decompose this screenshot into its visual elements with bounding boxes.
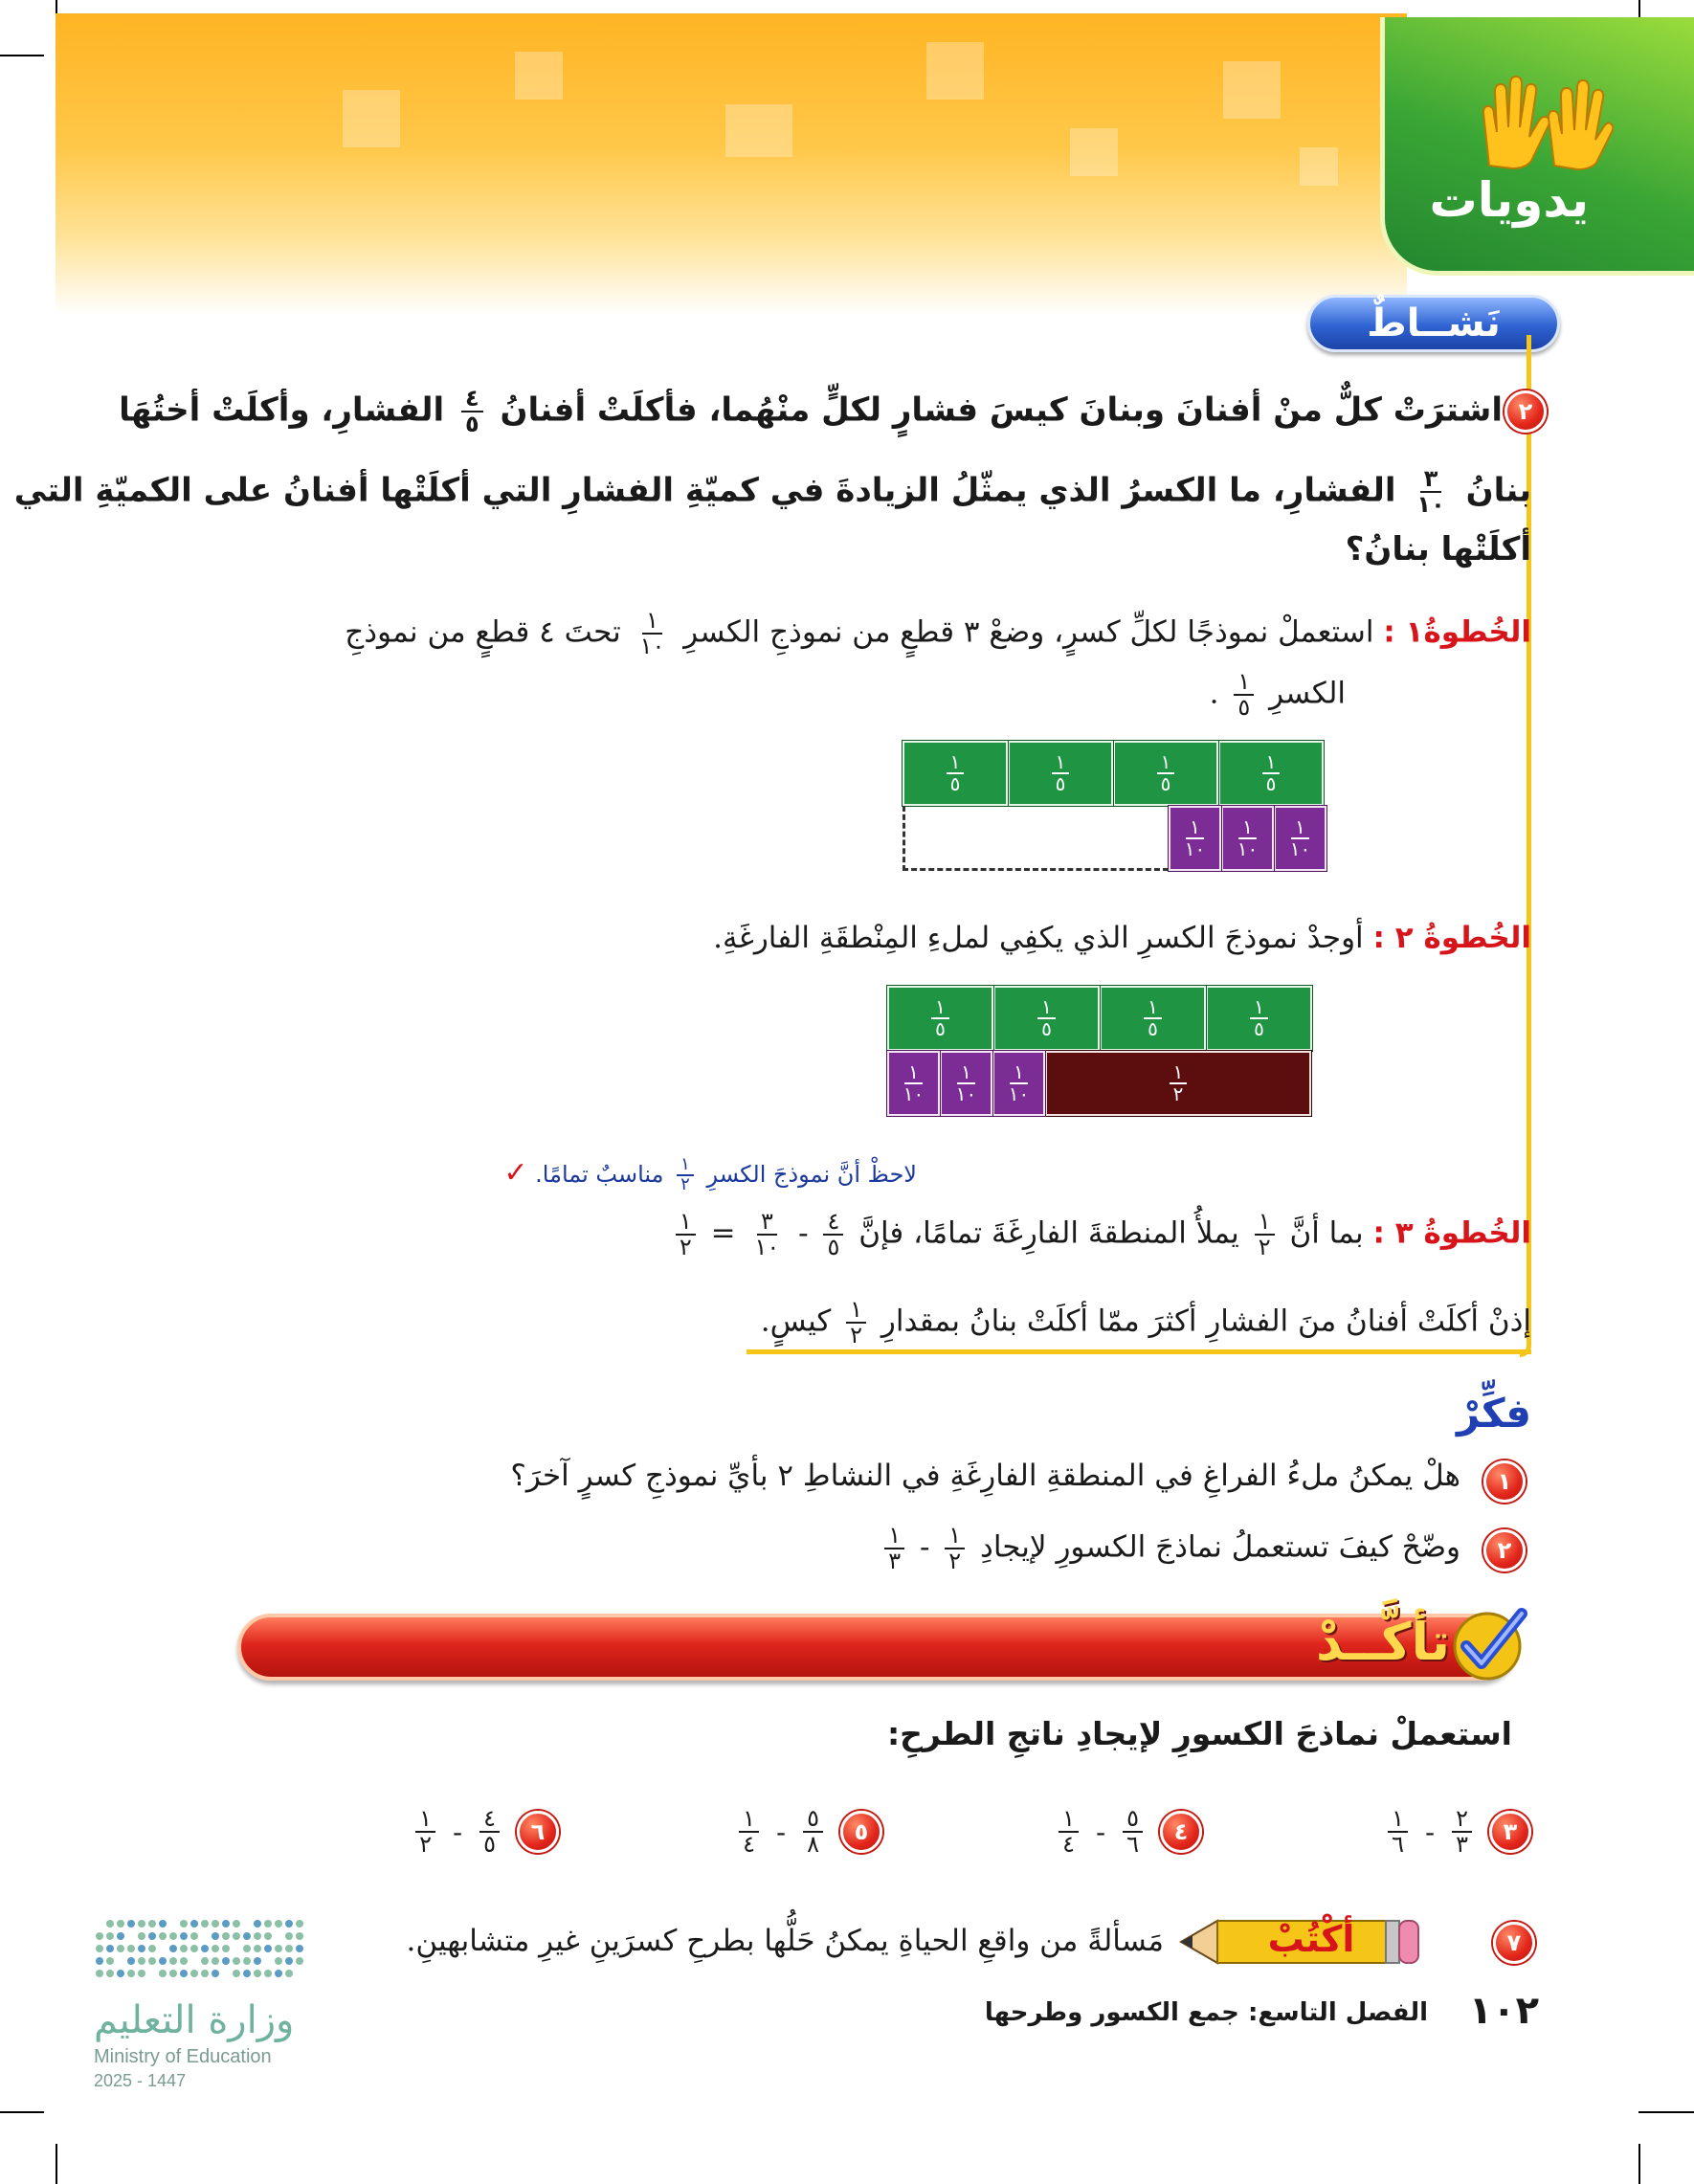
banner-square bbox=[1300, 147, 1338, 186]
fraction: ١ ٢ bbox=[677, 1156, 694, 1194]
logo-dot bbox=[275, 1970, 282, 1977]
fraction: ١ ٥ bbox=[1234, 670, 1254, 720]
step-text: أوجدْ نموذجَ الكسرِ الذي يكفِي لملءِ المِنْطقَةِ الفارغَةِ. bbox=[713, 921, 1364, 955]
logo-dot bbox=[222, 1957, 230, 1965]
minus-sign: - bbox=[453, 1816, 463, 1848]
problem-line-3: أكلَتْها بنانُ؟ bbox=[1345, 530, 1531, 568]
logo-dot bbox=[117, 1932, 124, 1940]
tile-fifth: ١ ٥ bbox=[1113, 741, 1218, 806]
logo-dot bbox=[106, 1957, 114, 1965]
equals-sign: = bbox=[710, 1215, 736, 1251]
logo-dot bbox=[222, 1920, 230, 1928]
logo-dot bbox=[243, 1932, 251, 1940]
logo-dot bbox=[264, 1920, 272, 1928]
question-text: وضّحْ كيفَ تستعملُ نماذجَ الكسورِ لإيجادِ bbox=[980, 1529, 1460, 1565]
chapter-label bbox=[985, 1998, 1428, 2027]
logo-dot bbox=[254, 1945, 261, 1952]
logo-dot bbox=[106, 1932, 114, 1940]
conclusion-text: كيسٍ. bbox=[760, 1304, 832, 1339]
problem-text: بنانُ bbox=[1465, 471, 1531, 510]
logo-dot bbox=[138, 1932, 145, 1940]
banner-square bbox=[1070, 128, 1118, 176]
problem-line-2 bbox=[14, 467, 1531, 517]
check-icon bbox=[1449, 1604, 1529, 1684]
fraction: ١ ٢ bbox=[1255, 1210, 1275, 1259]
logo-dot bbox=[180, 1920, 188, 1928]
logo-dot bbox=[117, 1945, 124, 1952]
logo-dot bbox=[169, 1932, 177, 1940]
fraction: ١ ٦ bbox=[1388, 1807, 1408, 1857]
tile-tenth: ١ ١٠ bbox=[1169, 806, 1221, 871]
step-3 bbox=[670, 1210, 1531, 1259]
ministry-logo-icon bbox=[94, 1916, 304, 1981]
logo-dot bbox=[233, 1957, 240, 1965]
logo-dot bbox=[106, 1970, 114, 1977]
logo-dot bbox=[138, 1920, 145, 1928]
logo-dot bbox=[275, 1957, 282, 1965]
logo-dot bbox=[264, 1932, 272, 1940]
logo-dot bbox=[243, 1945, 251, 1952]
activity-pill: نَشــاطٌ bbox=[1307, 295, 1560, 352]
logo-dot bbox=[264, 1945, 272, 1952]
logo-dot bbox=[148, 1957, 156, 1965]
fraction: ٤ ٥ bbox=[479, 1807, 500, 1857]
tile-tenth: ١ ١٠ bbox=[887, 1051, 940, 1116]
logo-dot bbox=[169, 1945, 177, 1952]
logo-dot bbox=[212, 1957, 219, 1965]
logo-dot bbox=[159, 1957, 167, 1965]
ministry-name-ar: وزارة التعليم bbox=[94, 1998, 295, 2042]
logo-dot bbox=[296, 1920, 303, 1928]
minus-sign: - bbox=[1425, 1816, 1436, 1848]
logo-dot bbox=[127, 1957, 135, 1965]
fraction: ٥ ٦ bbox=[1123, 1807, 1143, 1857]
logo-dot bbox=[148, 1945, 156, 1952]
logo-dot bbox=[138, 1970, 145, 1977]
logo-dot bbox=[254, 1970, 261, 1977]
crop-mark bbox=[1638, 2144, 1640, 2184]
logo-dot bbox=[106, 1920, 114, 1928]
note bbox=[503, 1156, 917, 1194]
step-1 bbox=[345, 609, 1531, 658]
activity-number-badge: ٢ bbox=[1505, 390, 1547, 433]
step-2 bbox=[713, 921, 1531, 955]
confirm-title: تأكَّــدْ bbox=[1315, 1612, 1451, 1672]
logo-dot bbox=[169, 1970, 177, 1977]
fraction: ٤ ٥ bbox=[461, 387, 483, 436]
logo-dot bbox=[169, 1957, 177, 1965]
step-label: الخُطوةُ ٢ : bbox=[1372, 921, 1531, 955]
logo-dot bbox=[275, 1920, 282, 1928]
logo-dot bbox=[254, 1932, 261, 1940]
step-text: يملأُ المنطقةَ الفارِغَةَ تمامًا، فإنَّ bbox=[858, 1215, 1239, 1251]
logo-dot bbox=[127, 1945, 135, 1952]
minus-sign: - bbox=[776, 1816, 787, 1848]
question-number-badge: ٢ bbox=[1483, 1529, 1526, 1571]
logo-dot bbox=[96, 1957, 103, 1965]
logo-dot bbox=[190, 1970, 198, 1977]
fraction: ١ ٣ bbox=[884, 1524, 904, 1573]
problem-line-1 bbox=[119, 387, 1503, 436]
tile-fifth: ١ ٥ bbox=[887, 986, 993, 1051]
logo-dot bbox=[264, 1970, 272, 1977]
banner-square bbox=[343, 90, 400, 147]
fraction: ٢ ٣ bbox=[1452, 1807, 1472, 1857]
step-text: بما أنَّ bbox=[1289, 1215, 1364, 1251]
logo-dot bbox=[285, 1932, 293, 1940]
write-text: مَسألةً من واقعِ الحياةِ يمكنُ حَلُّها بطرحِ كسرَينِ غيرِ متشابهينِ. bbox=[406, 1924, 1164, 1958]
logo-dot bbox=[159, 1970, 167, 1977]
banner-square bbox=[926, 42, 984, 100]
logo-dot bbox=[222, 1945, 230, 1952]
logo-dot bbox=[296, 1932, 303, 1940]
step-text: تحتَ ٤ قطعٍ من نموذجِ bbox=[345, 614, 621, 650]
fraction: ١ ١٠ bbox=[639, 607, 665, 660]
crop-mark bbox=[1638, 2111, 1694, 2113]
think-q1: هلْ يمكنُ ملءُ الفراغِ في المنطقةِ الفارِغَةِ في النشاطِ ٢ بأيِّ نموذجِ كسرٍ آخرَ؟ bbox=[510, 1459, 1460, 1493]
minus-sign: - bbox=[1096, 1816, 1106, 1848]
logo-dot bbox=[296, 1945, 303, 1952]
logo-dot bbox=[285, 1957, 293, 1965]
logo-dot bbox=[159, 1920, 167, 1928]
logo-dot bbox=[180, 1945, 188, 1952]
crop-mark bbox=[56, 2144, 57, 2184]
empty-region bbox=[903, 806, 1169, 871]
logo-dot bbox=[180, 1957, 188, 1965]
logo-dot bbox=[201, 1957, 209, 1965]
exercise-number-badge: ٥ bbox=[840, 1811, 882, 1853]
fraction: ٥ ٨ bbox=[803, 1807, 823, 1857]
crop-mark bbox=[0, 55, 44, 56]
logo-dot bbox=[201, 1945, 209, 1952]
exercise-number-badge: ٧ bbox=[1493, 1922, 1535, 1964]
page-number: ١٠٢ bbox=[1468, 1989, 1539, 2033]
logo-dot bbox=[254, 1920, 261, 1928]
tile-tenth: ١ ١٠ bbox=[940, 1051, 992, 1116]
logo-dot bbox=[254, 1957, 261, 1965]
exercise-number-badge: ٣ bbox=[1489, 1811, 1531, 1853]
minus-sign: - bbox=[919, 1529, 930, 1565]
logo-dot bbox=[201, 1970, 209, 1977]
logo-dot bbox=[96, 1970, 103, 1977]
logo-dot bbox=[233, 1970, 240, 1977]
think-q2 bbox=[879, 1524, 1460, 1573]
fraction: ١ ٢ bbox=[415, 1807, 435, 1857]
check-mark-icon: ✓ bbox=[503, 1156, 528, 1190]
tile-fifth: ١ ٥ bbox=[903, 741, 1008, 806]
banner-square bbox=[725, 104, 792, 157]
step-label: الخُطوةُ ٣ : bbox=[1372, 1215, 1531, 1251]
logo-dot bbox=[212, 1920, 219, 1928]
exercise-number-badge: ٤ bbox=[1160, 1811, 1202, 1853]
logo-dot bbox=[190, 1945, 198, 1952]
logo-dot bbox=[285, 1920, 293, 1928]
logo-dot bbox=[117, 1920, 124, 1928]
chapter-title: جمع الكسور وطرحها bbox=[984, 1998, 1239, 2027]
logo-dot bbox=[127, 1920, 135, 1928]
logo-dot bbox=[190, 1920, 198, 1928]
tile-fifth: ١ ٥ bbox=[1218, 741, 1324, 806]
problem-text: اشترَتْ كلٌّ منْ أفنانَ وبنانَ كيسَ فشارٍ لكلٍّ منْهُما، فأكلَتْ أفنانُ bbox=[500, 390, 1503, 430]
tile-fifth: ١ ٥ bbox=[1100, 986, 1206, 1051]
logo-dot bbox=[96, 1932, 103, 1940]
minus-sign: - bbox=[798, 1215, 809, 1251]
logo-dot bbox=[243, 1957, 251, 1965]
think-title: فكِّرْ bbox=[1456, 1390, 1531, 1437]
step-text: الكسرِ bbox=[1269, 676, 1346, 711]
logo-dot bbox=[138, 1945, 145, 1952]
logo-dot bbox=[285, 1970, 293, 1977]
logo-dot bbox=[180, 1932, 188, 1940]
banner-square bbox=[1223, 61, 1281, 119]
fraction: ٣ ١٠ bbox=[1416, 465, 1445, 519]
logo-dot bbox=[190, 1932, 198, 1940]
logo-dot bbox=[243, 1970, 251, 1977]
model-2-bottom bbox=[887, 1051, 1311, 1116]
model-2-fifths bbox=[887, 986, 1312, 1051]
logo-dot bbox=[222, 1932, 230, 1940]
fraction: ١ ٢ bbox=[846, 1298, 866, 1348]
year: 2025 - 1447 bbox=[94, 2071, 187, 2090]
conclusion-text: إذنْ أكلَتْ أفنانُ منَ الفشارِ أكثرَ ممّا أكلَتْ بنانُ بمقدارِ bbox=[880, 1304, 1531, 1339]
fraction: ١ ٢ bbox=[676, 1210, 696, 1259]
logo-dot bbox=[127, 1970, 135, 1977]
model-1-fifths bbox=[903, 741, 1324, 806]
step-1-cont bbox=[1210, 670, 1346, 720]
logo-dot bbox=[148, 1932, 156, 1940]
logo-dot bbox=[212, 1945, 219, 1952]
question-number-badge: ١ bbox=[1483, 1460, 1526, 1503]
hands-icon bbox=[1470, 75, 1614, 170]
tile-fifth: ١ ٥ bbox=[1206, 986, 1312, 1051]
exercise-6 bbox=[410, 1807, 559, 1857]
tile-fifth: ١ ٥ bbox=[993, 986, 1100, 1051]
exercise-3 bbox=[1382, 1807, 1531, 1857]
logo-dot bbox=[180, 1970, 188, 1977]
fraction: ٤ ٥ bbox=[823, 1210, 843, 1259]
model-1-tenths bbox=[1169, 806, 1326, 871]
tile-tenth: ١ ١٠ bbox=[992, 1051, 1045, 1116]
logo-dot bbox=[233, 1920, 240, 1928]
step-text: استعملْ نموذجًا لكلِّ كسرٍ، وضعْ ٣ قطعٍ من نموذجِ الكسرِ bbox=[683, 614, 1374, 650]
tile-tenth: ١ ١٠ bbox=[1221, 806, 1274, 871]
problem-text: الفشارِ، وأكلَتْ أختُهَا bbox=[119, 390, 445, 430]
ministry-name-en: Ministry of Education bbox=[94, 2046, 272, 2067]
banner-square bbox=[515, 52, 563, 100]
logo-dot bbox=[285, 1945, 293, 1952]
logo-dot bbox=[275, 1945, 282, 1952]
fraction: ٣ ١٠ bbox=[754, 1208, 780, 1261]
logo-dot bbox=[138, 1957, 145, 1965]
step-label: الخُطوةُ١ : bbox=[1383, 614, 1531, 650]
write-label: أكْتُبْ bbox=[1267, 1918, 1355, 1960]
tile-tenth: ١ ١٠ bbox=[1274, 806, 1326, 871]
chapter-number: الفصل التاسع: bbox=[1247, 1998, 1428, 2027]
conclusion bbox=[761, 1298, 1531, 1348]
confirm-instruction: استعملْ نماذجَ الكسورِ لإيجادِ ناتجِ الطرحِ: bbox=[886, 1715, 1512, 1752]
fraction: ١ ٤ bbox=[739, 1807, 759, 1857]
logo-dot bbox=[212, 1932, 219, 1940]
note-text: لاحظْ أنَّ نموذجَ الكسرِ bbox=[706, 1161, 917, 1188]
logo-dot bbox=[233, 1932, 240, 1940]
exercise-number-badge: ٦ bbox=[517, 1811, 559, 1853]
logo-dot bbox=[117, 1970, 124, 1977]
step-text: . bbox=[1209, 676, 1219, 711]
crop-mark bbox=[0, 2111, 44, 2113]
logo-dot bbox=[296, 1957, 303, 1965]
logo-dot bbox=[106, 1945, 114, 1952]
tile-half: ١ ٢ bbox=[1045, 1051, 1311, 1116]
logo-dot bbox=[212, 1970, 219, 1977]
logo-dot bbox=[201, 1920, 209, 1928]
exercise-4 bbox=[1053, 1807, 1202, 1857]
logo-dot bbox=[96, 1945, 103, 1952]
tab-label: يدويات bbox=[1429, 172, 1589, 228]
fraction: ١ ٢ bbox=[945, 1524, 965, 1573]
exercise-5 bbox=[733, 1807, 882, 1857]
problem-text: الفشارِ، ما الكسرُ الذي يمثّلُ الزيادةَ في كميّةِ الفشارِ التي أكلَتْها أفنانُ على الكميّةِ التي bbox=[13, 471, 1396, 510]
fraction: ١ ٤ bbox=[1059, 1807, 1079, 1857]
activity-border-bottom bbox=[747, 1349, 1531, 1354]
header-banner bbox=[56, 13, 1407, 315]
note-text: مناسبٌ تمامًا. bbox=[535, 1161, 664, 1188]
logo-dot bbox=[148, 1920, 156, 1928]
tile-fifth: ١ ٥ bbox=[1008, 741, 1113, 806]
logo-dot bbox=[159, 1932, 167, 1940]
